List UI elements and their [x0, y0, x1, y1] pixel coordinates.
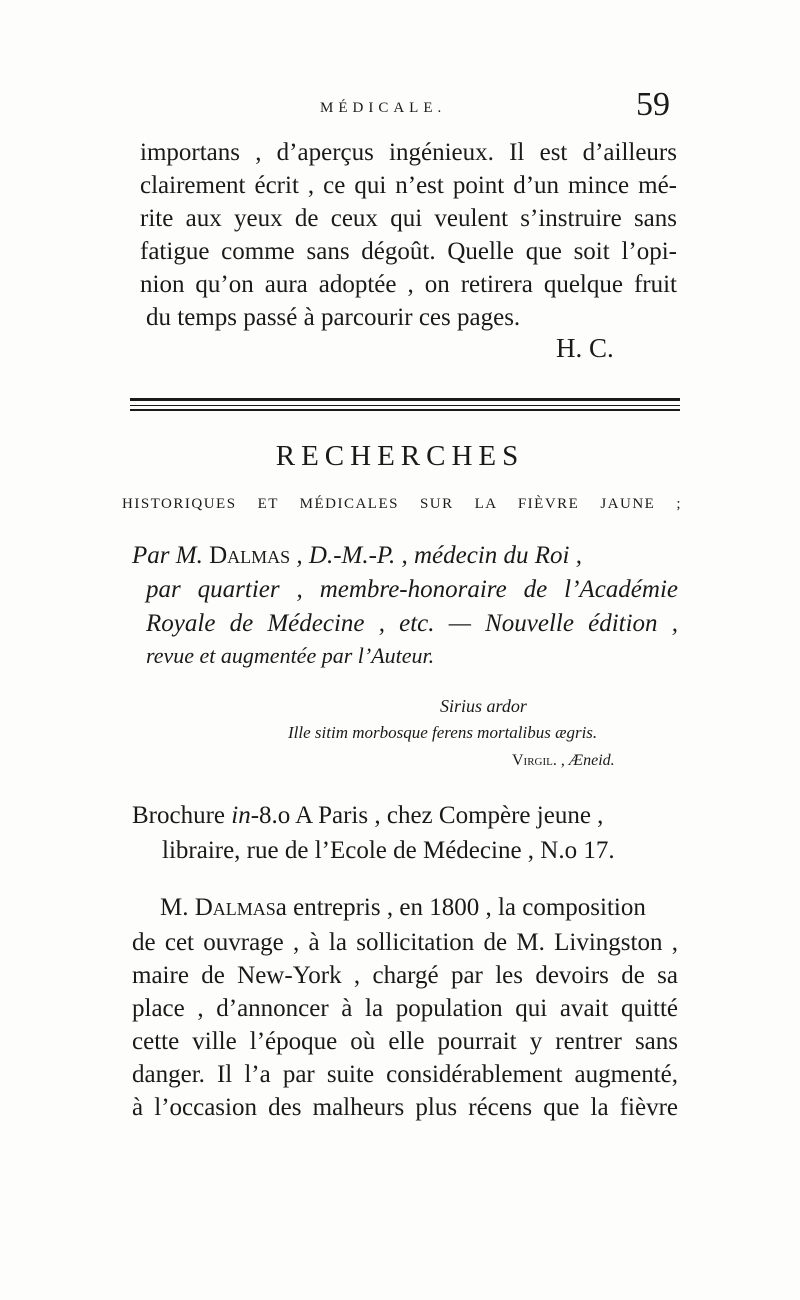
body-line-1	[160, 895, 678, 920]
intro-line-5: nion qu’on aura adoptée , on retirera quelque fruit	[140, 271, 677, 298]
running-title: MÉDICALE.	[320, 100, 447, 116]
article-subtitle: HISTORIQUES ET MÉDICALES SUR LA FIÈVRE JAUNE ;	[122, 496, 682, 512]
publication-format: in	[231, 802, 251, 829]
body-line-5: cette ville l’époque où elle pourrait y rentrer sans	[132, 1028, 678, 1055]
epigraph-attribution: Virgil. , Æneid.	[512, 752, 615, 769]
publication-brochure: Brochure	[132, 802, 232, 829]
body-line-6: danger. Il l’a par suite considérablement augmenté,	[132, 1061, 678, 1088]
intro-line-1: importans , d’aperçus ingénieux. Il est d’ailleurs	[140, 139, 677, 166]
body-line-3: maire de New-York , chargé par les devoirs de sa	[132, 962, 678, 989]
byline-line-1	[132, 543, 680, 568]
intro-line-2: clairement écrit , ce qui n’est point d’un mince mé-	[140, 172, 677, 199]
divider-thick	[130, 398, 680, 401]
publication-line-1	[132, 803, 678, 828]
byline-line-4: revue et augmentée par l’Auteur.	[146, 643, 435, 668]
intro-line-6: du temps passé à parcourir ces pages.	[146, 304, 521, 331]
publication-place: -8.o A Paris , chez Compère jeune ,	[250, 802, 604, 829]
intro-line-4: fatigue comme sans dégoût. Quelle que soit l’opi-	[140, 238, 677, 265]
intro-line-3: rite aux yeux de ceux qui veulent s’instruire sans	[140, 205, 677, 232]
byline-line-2: par quartier , membre-honoraire de l’Académie	[146, 576, 678, 603]
byline-credentials: , D.-M.-P. , médecin du Roi ,	[290, 542, 582, 569]
byline-m: M.	[175, 542, 203, 569]
body-line-7: à l’occasion des malheurs plus récens que la fièvre	[132, 1094, 678, 1121]
epigraph-line-2: Ille sitim morbosque ferens mortalibus ægris.	[288, 723, 598, 742]
epigraph-line-1: Sirius ardor	[440, 696, 527, 716]
article-title: RECHERCHES	[275, 440, 525, 472]
body-line-4: place , d’annoncer à la population qui avait quitté	[132, 995, 678, 1022]
body-lead-name: M. Dalmas	[160, 894, 276, 921]
attribution-work: Æneid.	[568, 752, 615, 769]
body-line-1-text: a entrepris , en 1800 , la composition	[275, 894, 646, 921]
body-line-2: de cet ouvrage , à la sollicitation de M. Livingston ,	[132, 929, 678, 956]
byline-author: Dalmas	[209, 542, 291, 569]
publication-line-2: libraire, rue de l’Ecole de Médecine , N.o 17.	[162, 837, 615, 864]
byline-line-3: Royale de Médecine , etc. — Nouvelle édition ,	[146, 610, 678, 637]
signature: H. C.	[556, 333, 614, 363]
divider-bottom	[130, 409, 680, 411]
divider-thin	[130, 405, 680, 406]
page-number: 59	[636, 86, 670, 123]
byline-par: Par	[132, 542, 176, 569]
attribution-author: Virgil.	[512, 752, 557, 769]
